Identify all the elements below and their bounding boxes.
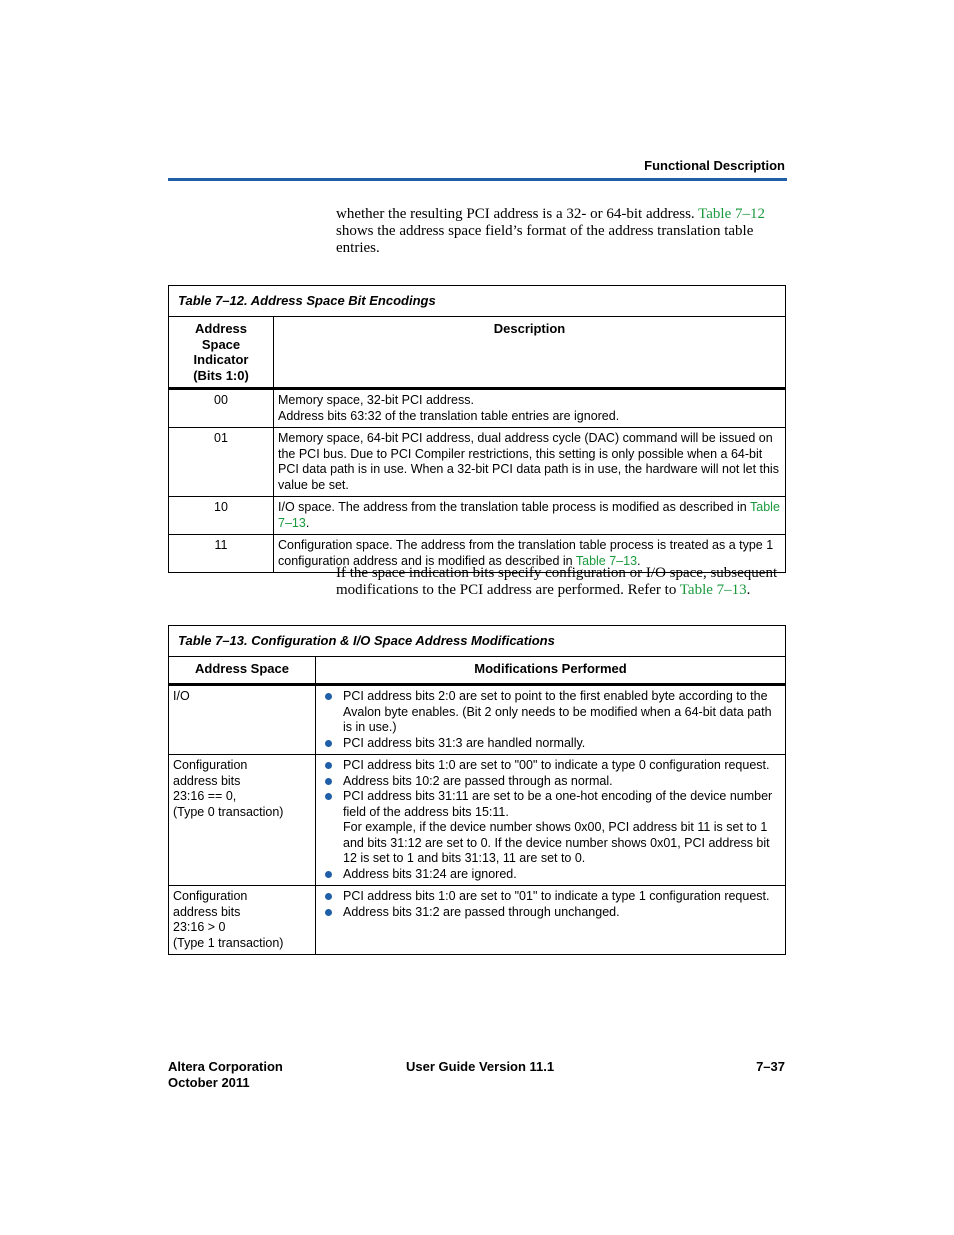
table-7-13 (168, 625, 786, 955)
column-header-address-space: Address Space (169, 657, 316, 685)
table-row (169, 497, 786, 535)
table-row (169, 685, 786, 755)
bullet-list (320, 889, 781, 920)
code-cell: 01 (169, 428, 274, 497)
list-item: PCI address bits 31:3 are handled normally. (320, 736, 781, 752)
intro-paragraph: whether the resulting PCI address is a 32- or 64-bit address. Table 7–12 shows the address space field’s format of the address translation table entries. (336, 206, 766, 256)
list-item: PCI address bits 1:0 are set to "00" to indicate a type 0 configuration request. (320, 758, 781, 774)
code-cell: 10 (169, 497, 274, 535)
address-space-cell: I/O (169, 685, 316, 755)
address-space-cell: Configuration address bits 23:16 == 0, (Type 0 transaction) (169, 755, 316, 886)
description-cell: Memory space, 64-bit PCI address, dual address cycle (DAC) command will be issued on the PCI bus. Due to PCI Compiler restrictions, this setting is only possible when a 64-bit PCI data path is in use. When a 32-bit PCI data path is in use, the hardware will not let this value be set. (274, 428, 786, 497)
table-caption: Table 7–12. Address Space Bit Encodings (169, 286, 786, 317)
modifications-cell (316, 755, 786, 886)
table-row (169, 428, 786, 497)
list-item: Address bits 10:2 are passed through as normal. (320, 774, 781, 790)
header-rule (168, 178, 787, 181)
column-header-address-space-indicator: Address Space Indicator (Bits 1:0) (169, 317, 274, 389)
table-7-13-link[interactable]: Table 7–13 (575, 553, 638, 568)
list-item: Address bits 31:24 are ignored. (320, 867, 781, 883)
modifications-cell (316, 685, 786, 755)
table-7-12-link[interactable]: Table 7–12 (698, 206, 766, 222)
column-header-modifications-performed: Modifications Performed (316, 657, 786, 685)
table-row (169, 755, 786, 886)
table-row (169, 389, 786, 428)
middle-paragraph: If the space indication bits specify configuration or I/O space, subsequent modifications to the PCI address are performed. Refer to Table 7–13. (336, 565, 778, 598)
description-cell: I/O space. The address from the translation table process is modified as described in Table 7–13. (274, 497, 786, 535)
table-7-13-link[interactable]: Table 7–13 (679, 582, 747, 598)
list-item: Address bits 31:2 are passed through unchanged. (320, 905, 781, 921)
column-header-description: Description (274, 317, 786, 389)
table-row (169, 886, 786, 955)
code-cell: 00 (169, 389, 274, 428)
modifications-cell (316, 886, 786, 955)
description-cell: Memory space, 32-bit PCI address. Address bits 63:32 of the translation table entries are ignored. (274, 389, 786, 428)
address-space-cell: Configuration address bits 23:16 > 0 (Type 1 transaction) (169, 886, 316, 955)
list-item: PCI address bits 2:0 are set to point to the first enabled byte according to the Avalon byte enables. (Bit 2 only needs to be modified when a 64-bit data path is in use.) (320, 689, 781, 736)
table-7-12 (168, 285, 786, 573)
table-7-13-link[interactable]: Table 7–13 (278, 500, 780, 530)
footer-date: October 2011 (168, 1074, 250, 1090)
footer-left (168, 1059, 283, 1090)
list-item: PCI address bits 31:11 are set to be a one-hot encoding of the device number field of the address bits 15:11. For example, if the device number shows 0x00, PCI address bit 11 is set to 1 and bits 31:12 are set to 0. If the device number shows 0x01, PCI address bit 12 is set to 1 and bits 31:13, 11 are set to 0. (320, 789, 781, 867)
bullet-list (320, 758, 781, 882)
list-item: PCI address bits 1:0 are set to "01" to indicate a type 1 configuration request. (320, 889, 781, 905)
footer-company: Altera Corporation (168, 1059, 283, 1074)
description-cell: Configuration space. The address from the translation table process is treated as a type 1 configuration address and is modified as described in Table 7–13. (274, 535, 786, 573)
code-cell: 11 (169, 535, 274, 573)
footer-page-number: 7–37 (756, 1059, 785, 1074)
bullet-note: For example, if the device number shows 0x00, PCI address bit 11 is set to 1 and bits 31:12 are set to 0. If the device number shows 0x01, PCI address bit 12 is set to 1 and bits 31:13, 11 are set to 0. (343, 820, 770, 865)
footer-guide-version: User Guide Version 11.1 (406, 1059, 555, 1074)
table-caption: Table 7–13. Configuration & I/O Space Address Modifications (169, 626, 786, 657)
section-title: Functional Description (644, 158, 785, 173)
bullet-list (320, 689, 781, 751)
